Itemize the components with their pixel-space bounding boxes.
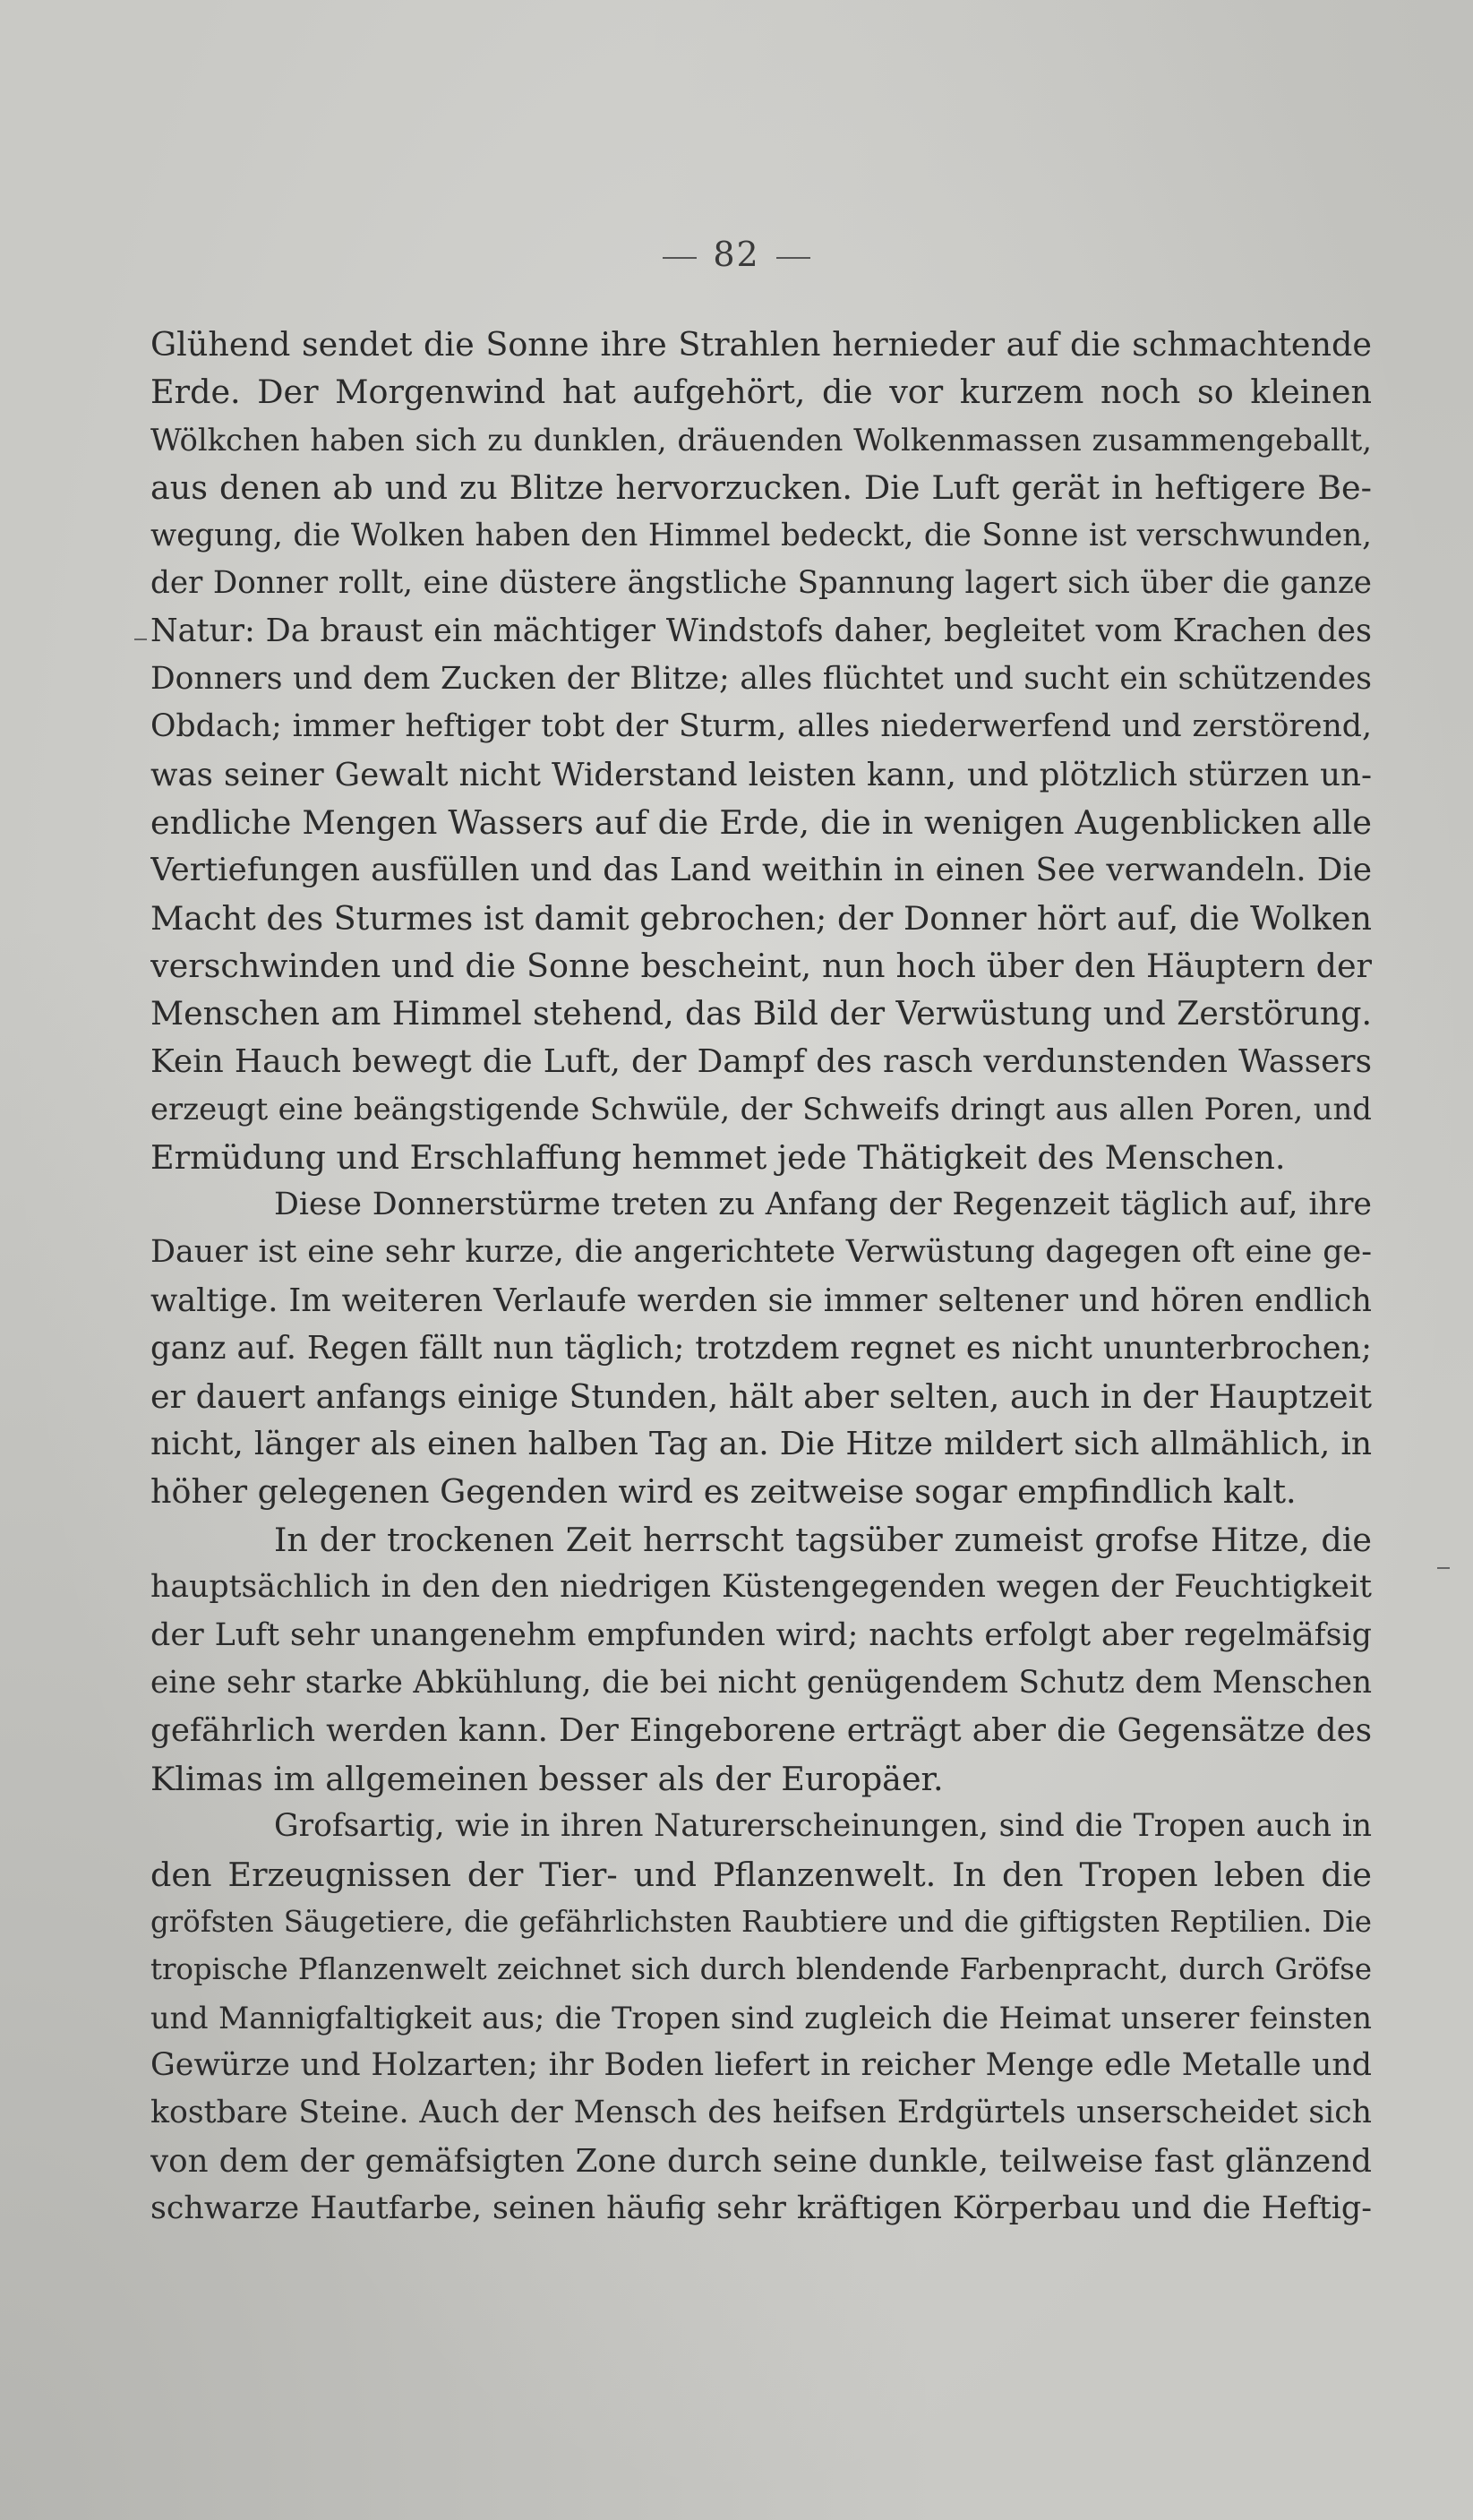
text-line: was seiner Gewalt nicht Widerstand leisten kann, und plötzlich stürzen un- <box>150 756 1372 793</box>
text-line: Donners und dem Zucken der Blitze; alles flüchtet und sucht ein schützendes <box>150 660 1372 697</box>
text-line: Menschen am Himmel stehend, das Bild der Verwüstung und Zerstörung. <box>150 994 1372 1033</box>
text-line: gefährlich werden kann. Der Eingeborene erträgt aber die Gegensätze des <box>150 1712 1372 1750</box>
text-line: kostbare Steine. Auch der Mensch des heifsen Erdgürtels unserscheidet sich <box>150 2095 1372 2131</box>
text-line: den Erzeugnissen der Tier- und Pflanzenwelt. In den Tropen leben die <box>150 1855 1372 1894</box>
page-number-dash-left <box>663 257 697 259</box>
text-line: schwarze Hautfarbe, seinen häufig sehr kräftigen Körperbau und die Heftig- <box>150 2190 1372 2227</box>
text-line: aus denen ab und zu Blitze hervorzucken. Die Luft gerät in heftigere Be- <box>150 468 1372 508</box>
text-line: Obdach; immer heftiger tobt der Sturm, alles niederwerfend und zerstörend, <box>150 708 1372 745</box>
text-line: der Donner rollt, eine düstere ängstliche Spannung lagert sich über die ganze <box>150 564 1372 601</box>
text-line: gröfsten Säugetiere, die gefährlichsten Raubtiere und die giftigsten Reptilien. Die <box>150 1904 1372 1939</box>
text-line: Macht des Sturmes ist damit gebrochen; der Donner hört auf, die Wolken <box>150 898 1372 938</box>
text-line: erzeugt eine beängstigende Schwüle, der Schweifs dringt aus allen Poren, und <box>150 1092 1372 1127</box>
text-line: Natur: Da braust ein mächtiger Windstofs daher, begleitet vom Krachen des <box>150 613 1372 650</box>
page-number-dash-right <box>776 257 810 259</box>
text-line: endliche Mengen Wassers auf die Erde, die in wenigen Augenblicken alle <box>150 802 1372 842</box>
text-line: tropische Pflanzenwelt zeichnet sich durch blendende Farbenpracht, durch Gröfse <box>150 1952 1372 1987</box>
text-line: Gewürze und Holzarten; ihr Boden liefert in reicher Menge edle Metalle und <box>150 2047 1372 2084</box>
text-line: Dauer ist eine sehr kurze, die angerichtete Verwüstung dagegen oft eine ge- <box>150 1234 1372 1271</box>
body-text <box>150 321 1372 2233</box>
page-number <box>0 235 1473 274</box>
text-line: der Luft sehr unangenehm empfunden wird; nachts erfolgt aber regelmäfsig <box>150 1616 1372 1653</box>
text-line: er dauert anfangs einige Stunden, hält aber selten, auch in der Hauptzeit <box>150 1376 1372 1416</box>
margin-mark-right <box>1437 1567 1450 1569</box>
text-line: Kein Hauch bewegt die Luft, der Dampf des rasch verdunstenden Wassers <box>150 1042 1372 1080</box>
text-line: Diese Donnerstürme treten zu Anfang der Regenzeit täglich auf, ihre <box>274 1187 1372 1223</box>
text-line: hauptsächlich in den den niedrigen Küstengegenden wegen der Feuchtigkeit <box>150 1569 1372 1606</box>
text-line: Wölkchen haben sich zu dunklen, dräuenden Wolkenmassen zusammengeballt, <box>150 422 1372 458</box>
text-line: Glühend sendet die Sonne ihre Strahlen hernieder auf die schmachtende <box>150 325 1372 364</box>
text-line: nicht, länger als einen halben Tag an. Die Hitze mildert sich allmählich, in <box>150 1425 1372 1462</box>
text-line: von dem der gemäfsigten Zone durch seine dunkle, teilweise fast glänzend <box>150 2142 1372 2180</box>
page-number-value: 82 <box>713 235 760 274</box>
text-line: Grofsartig, wie in ihren Naturerscheinungen, sind die Tropen auch in <box>274 1808 1372 1845</box>
margin-mark-left <box>134 639 147 640</box>
text-line: Klimas im allgemeinen besser als der Europäer. <box>150 1759 944 1798</box>
text-line: höher gelegenen Gegenden wird es zeitweise sogar empfindlich kalt. <box>150 1472 1297 1512</box>
text-line: In der trockenen Zeit herrscht tagsüber zumeist grofse Hitze, die <box>274 1520 1372 1559</box>
text-line: und Mannigfaltigkeit aus; die Tropen sind zugleich die Heimat unserer feinsten <box>150 2000 1372 2036</box>
text-line: Ermüdung und Erschlaffung hemmet jede Thätigkeit des Menschen. <box>150 1137 1286 1177</box>
text-line: verschwinden und die Sonne bescheint, nun hoch über den Häuptern der <box>150 947 1372 986</box>
text-line: Erde. Der Morgenwind hat aufgehört, die vor kurzem noch so kleinen <box>150 373 1372 412</box>
text-line: waltige. Im weiteren Verlaufe werden sie immer seltener und hören endlich <box>150 1281 1372 1319</box>
text-line: Vertiefungen ausfüllen und das Land weithin in einen See verwandeln. Die <box>150 852 1372 889</box>
text-line: wegung, die Wolken haben den Himmel bedeckt, die Sonne ist verschwunden, <box>150 517 1372 553</box>
text-line: eine sehr starke Abkühlung, die bei nicht genügendem Schutz dem Menschen <box>150 1664 1372 1701</box>
text-line: ganz auf. Regen fällt nun täglich; trotzdem regnet es nicht ununterbrochen; <box>150 1330 1372 1367</box>
